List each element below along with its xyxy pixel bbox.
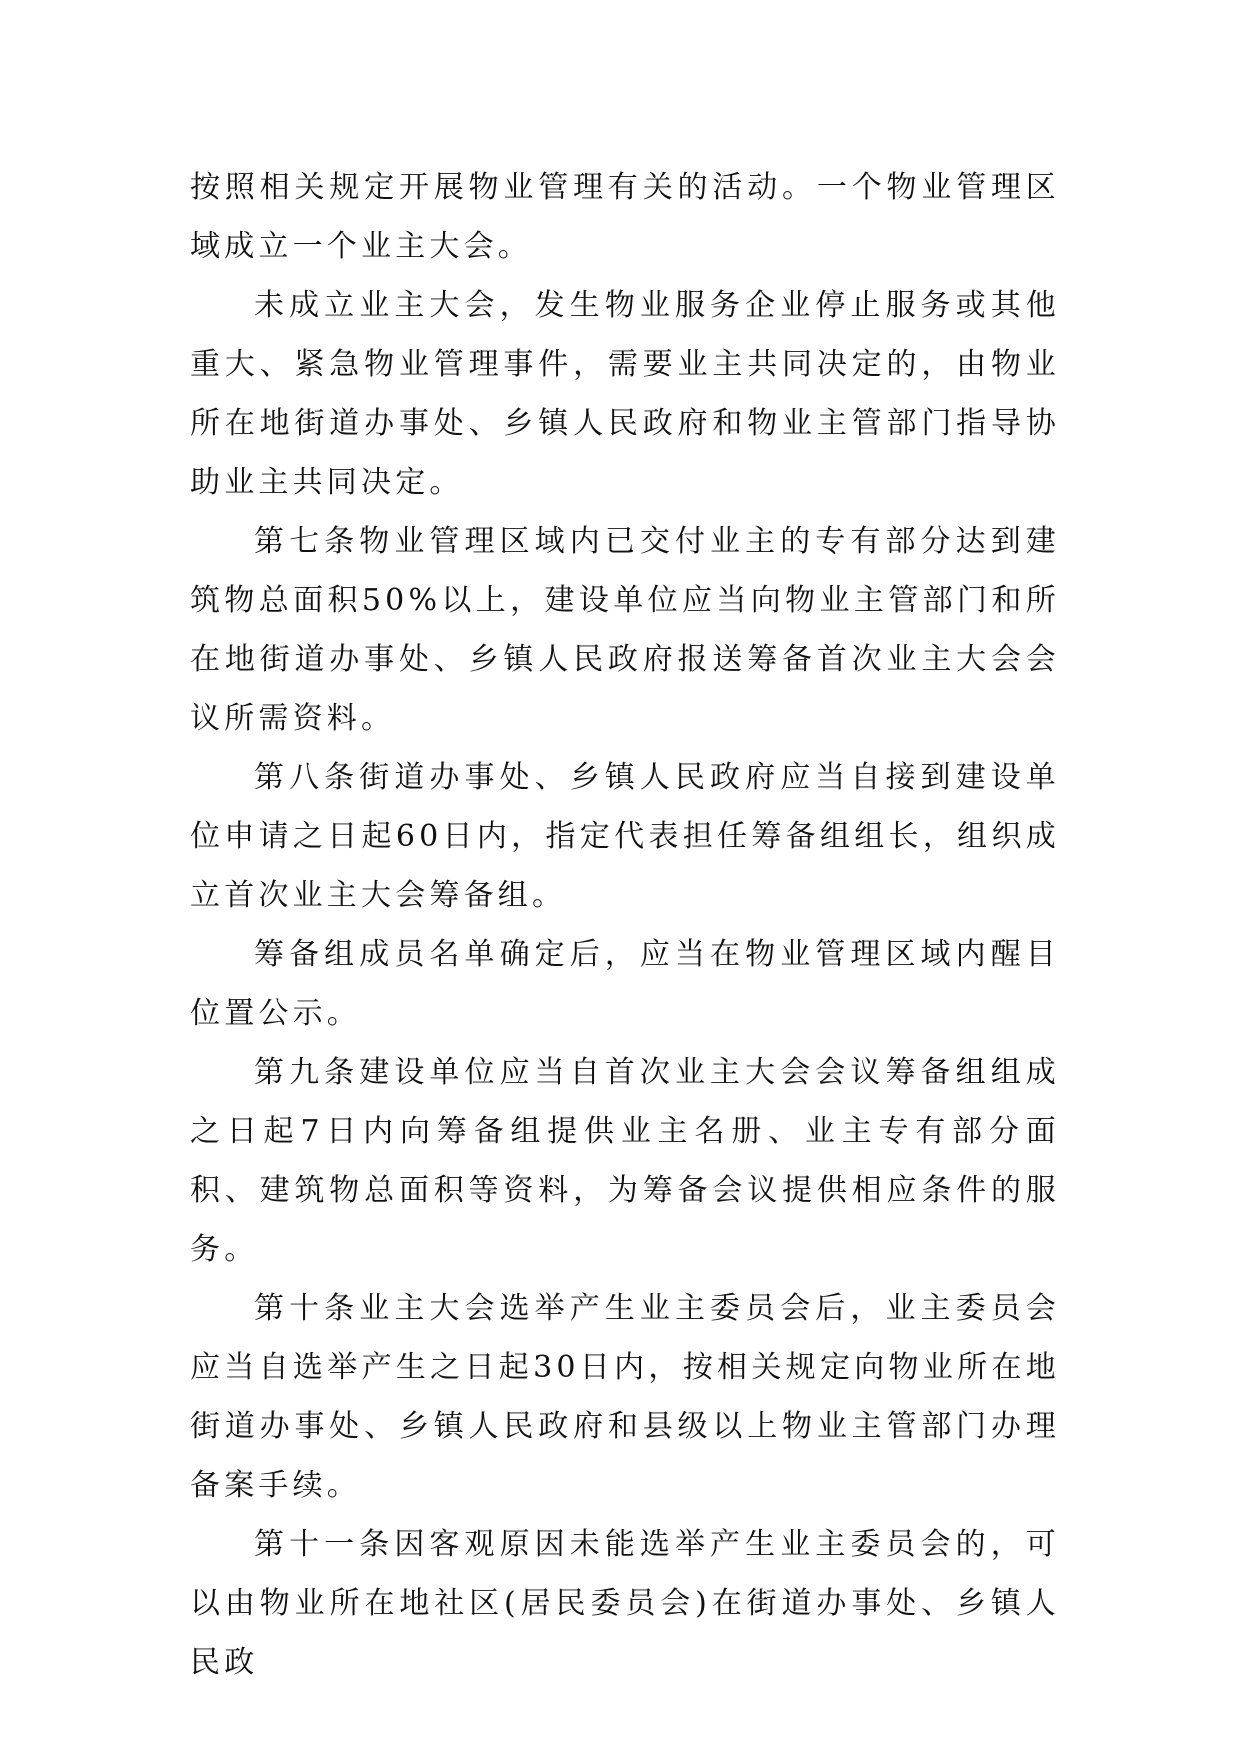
- paragraph-article-8: 第八条街道办事处、乡镇人民政府应当自接到建设单位申请之日起60日内，指定代表担任筹备组组长，组织成立首次业主大会筹备组。: [190, 760, 1060, 913]
- paragraph-article-7: 第七条物业管理区域内已交付业主的专有部分达到建筑物总面积50%以上，建设单位应当向物业主管部门和所在地街道办事处、乡镇人民政府报送筹备首次业主大会会议所需资料。: [190, 524, 1060, 736]
- paragraph-5: 筹备组成员名单确定后，应当在物业管理区域内醒目位置公示。: [190, 937, 1060, 1031]
- paragraph-article-10: 第十条业主大会选举产生业主委员会后，业主委员会应当自选举产生之日起30日内，按相关规定向物业所在地街道办事处、乡镇人民政府和县级以上物业主管部门办理备案手续。: [190, 1291, 1060, 1503]
- paragraph-article-11: 第十一条因客观原因未能选举产生业主委员会的，可以由物业所在地社区(居民委员会)在街道办事处、乡镇人民政: [190, 1527, 1060, 1680]
- paragraph-2: 未成立业主大会，发生物业服务企业停止服务或其他重大、紧急物业管理事件，需要业主共同决定的，由物业所在地街道办事处、乡镇人民政府和物业主管部门指导协助业主共同决定。: [190, 288, 1060, 500]
- document-body: [190, 158, 1060, 1692]
- paragraph-article-9: 第九条建设单位应当自首次业主大会会议筹备组组成之日起7日内向筹备组提供业主名册、业主专有部分面积、建筑物总面积等资料，为筹备会议提供相应条件的服务。: [190, 1055, 1060, 1267]
- paragraph-1: 按照相关规定开展物业管理有关的活动。一个物业管理区域成立一个业主大会。: [190, 170, 1060, 264]
